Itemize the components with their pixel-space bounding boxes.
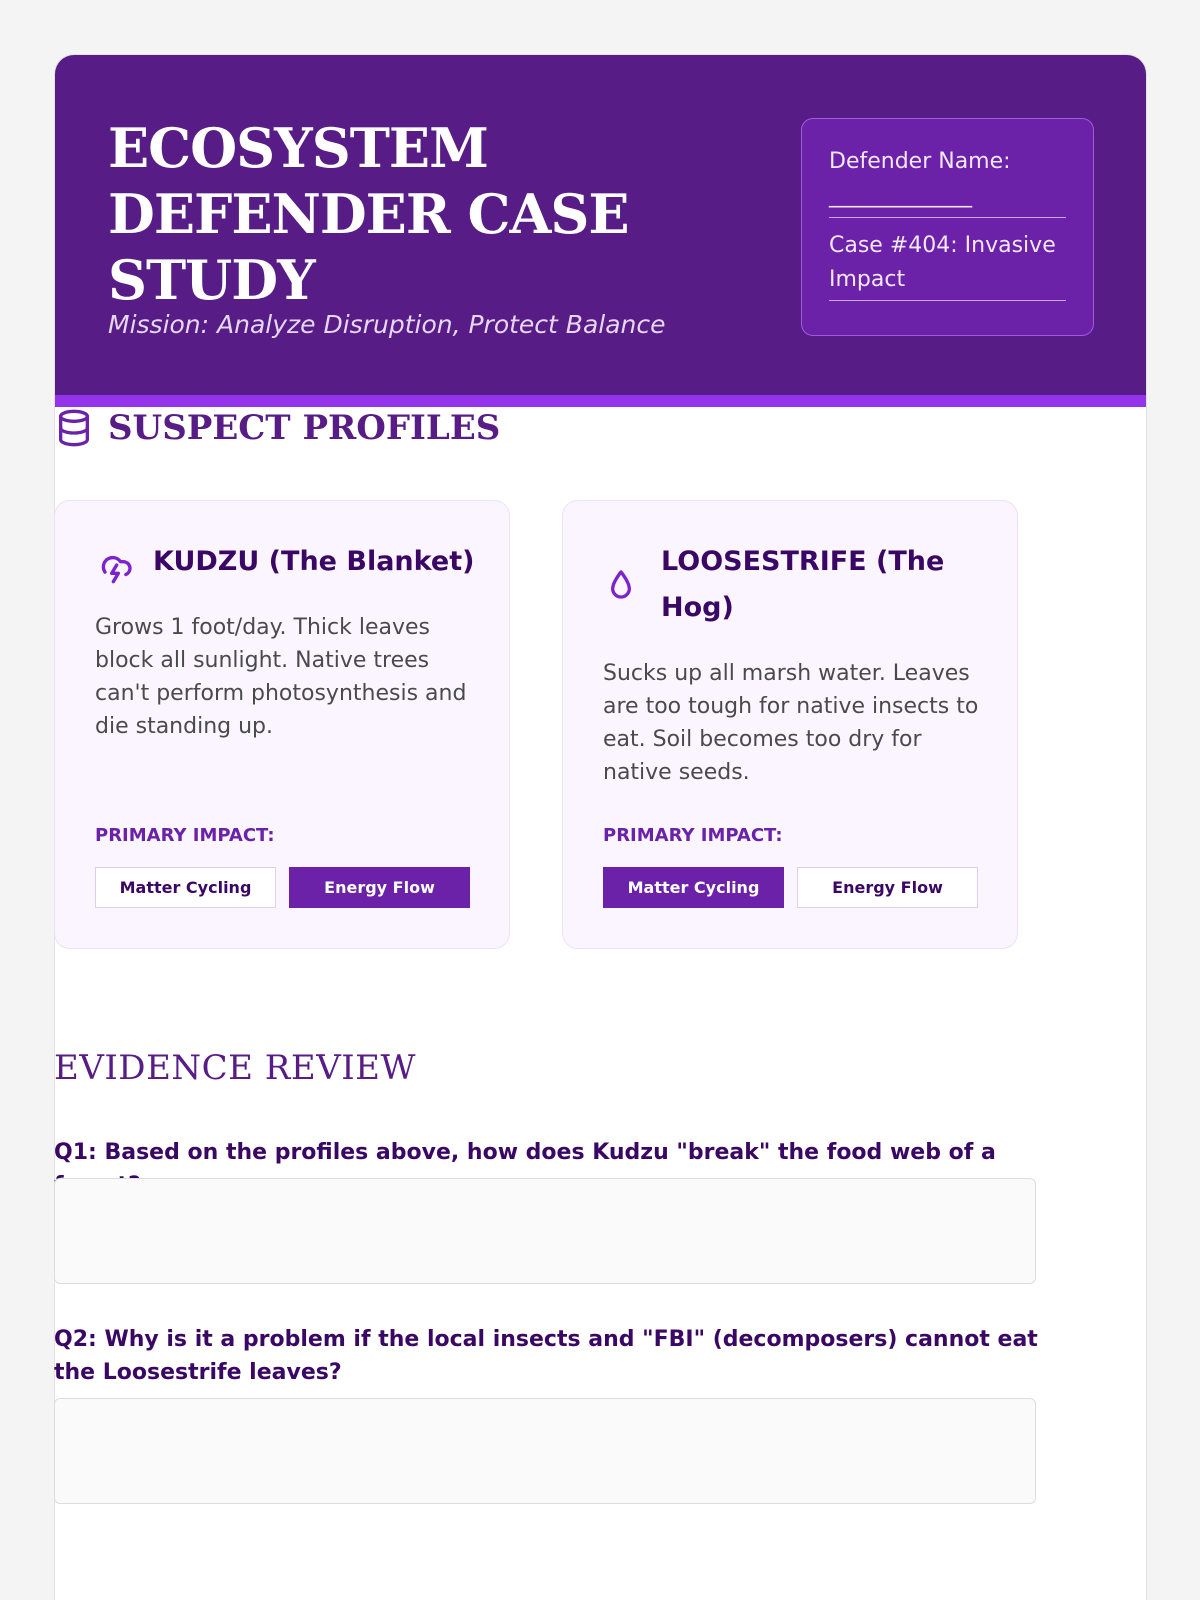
- case-number: Case #404: Invasive Impact: [829, 218, 1066, 301]
- header: [55, 55, 1146, 407]
- suspect-profiles-heading: [54, 408, 500, 448]
- case-info-box: [801, 118, 1094, 336]
- suspect-card-loosestrife: [562, 500, 1018, 949]
- card-description: Sucks up all marsh water. Leaves are too tough for native insects to eat. Soil becomes too dry for native seeds.: [603, 661, 979, 785]
- droplet-icon: [601, 567, 641, 607]
- defender-name-field[interactable]: Defender Name: _____________: [829, 145, 1066, 218]
- chip-energy-flow[interactable]: Energy Flow: [289, 867, 470, 908]
- chip-energy-flow[interactable]: Energy Flow: [797, 867, 978, 908]
- storm-cloud-icon: [95, 545, 135, 585]
- section-title: SUSPECT PROFILES: [108, 408, 501, 448]
- card-title: KUDZU (The Blanket): [153, 546, 475, 577]
- impact-label: PRIMARY IMPACT:: [603, 825, 783, 846]
- page-title: ECOSYSTEM DEFENDER CASE STUDY: [108, 116, 629, 312]
- impact-label: PRIMARY IMPACT:: [95, 825, 275, 846]
- question-1: Q1: Based on the profiles above, how does Kudzu "break" the food web of a: [54, 1140, 996, 1165]
- page-subtitle: Mission: Analyze Disruption, Protect Balance: [108, 310, 666, 339]
- database-icon: [54, 408, 94, 448]
- suspect-card-kudzu: [54, 500, 510, 949]
- evidence-review-heading: EVIDENCE REVIEW: [54, 1048, 416, 1088]
- card-description: Grows 1 foot/day. Thick leaves block all sunlight. Native trees can't perform photosynthesis and die standing up.: [95, 615, 467, 739]
- chip-matter-cycling[interactable]: Matter Cycling: [603, 867, 784, 908]
- answer-box-2[interactable]: [54, 1398, 1036, 1504]
- question-2: Q2: Why is it a problem if the local insects and "FBI" (decomposers) cannot eat the Loosestrife leaves?: [54, 1327, 1038, 1385]
- answer-box-1[interactable]: [54, 1178, 1036, 1284]
- card-title: LOOSESTRIFE (The Hog): [661, 546, 945, 623]
- chip-matter-cycling[interactable]: Matter Cycling: [95, 867, 276, 908]
